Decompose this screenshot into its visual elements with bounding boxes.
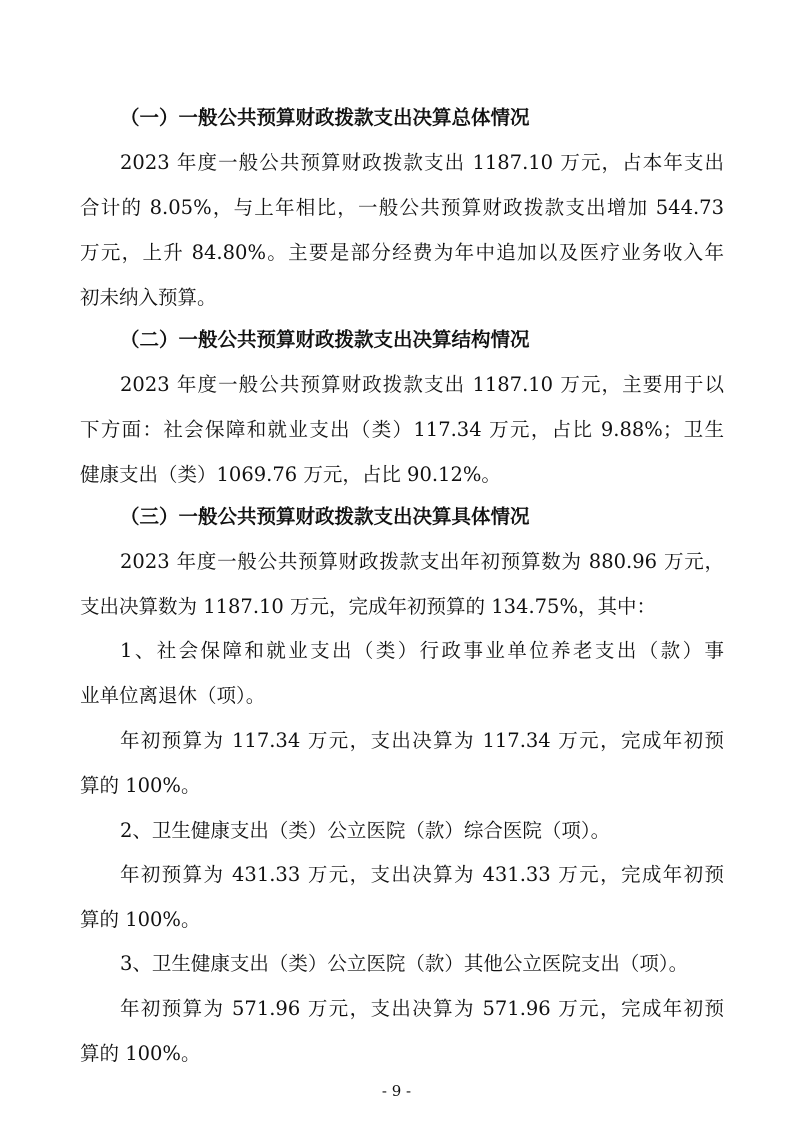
- paragraph-line: 年初预算为 571.96 万元，支出决算为 571.96 万元，完成年初预: [120, 997, 724, 1020]
- paragraph-line: 支出决算数为 1187.10 万元，完成年初预算的 134.75%，其中：: [80, 595, 656, 618]
- paragraph-line: 年初预算为 431.33 万元，支出决算为 431.33 万元，完成年初预: [120, 863, 724, 886]
- item-title-line: 3、卫生健康支出（类）公立医院（款）其他公立医院支出（项）。: [120, 952, 689, 975]
- paragraph-line: 合计的 8.05%，与上年相比，一般公共预算财政拨款支出增加 544.73: [80, 196, 724, 219]
- paragraph-line: 健康支出（类）1069.76 万元，占比 90.12%。: [80, 463, 501, 486]
- paragraph-line: 万元，上升 84.80%。主要是部分经费为年中追加以及医疗业务收入年: [80, 241, 724, 264]
- section-heading-2: （二）一般公共预算财政拨款支出决算结构情况: [120, 328, 530, 351]
- paragraph-line: 2023 年度一般公共预算财政拨款支出 1187.10 万元，占本年支出: [120, 151, 724, 174]
- paragraph-line: 年初预算为 117.34 万元，支出决算为 117.34 万元，完成年初预: [120, 729, 724, 752]
- item-title-line: 1、社会保障和就业支出（类）行政事业单位养老支出（款）事: [120, 639, 724, 662]
- item-title-line: 业单位离退休（项）。: [80, 684, 266, 707]
- paragraph-line: 算的 100%。: [80, 774, 201, 797]
- paragraph-line: 算的 100%。: [80, 908, 201, 931]
- paragraph-line: 算的 100%。: [80, 1042, 201, 1065]
- paragraph-line: 2023 年度一般公共预算财政拨款支出 1187.10 万元，主要用于以: [120, 373, 724, 396]
- paragraph-line: 初未纳入预算。: [80, 286, 217, 309]
- paragraph-line: 下方面：社会保障和就业支出（类）117.34 万元，占比 9.88%；卫生: [80, 418, 724, 441]
- section-heading-3: （三）一般公共预算财政拨款支出决算具体情况: [120, 505, 530, 528]
- paragraph-line: 2023 年度一般公共预算财政拨款支出年初预算数为 880.96 万元，: [120, 550, 724, 573]
- page-number: - 9 -: [381, 1082, 412, 1100]
- section-heading-1: （一）一般公共预算财政拨款支出决算总体情况: [120, 106, 530, 129]
- item-title-line: 2、卫生健康支出（类）公立医院（款）综合医院（项）。: [120, 819, 611, 842]
